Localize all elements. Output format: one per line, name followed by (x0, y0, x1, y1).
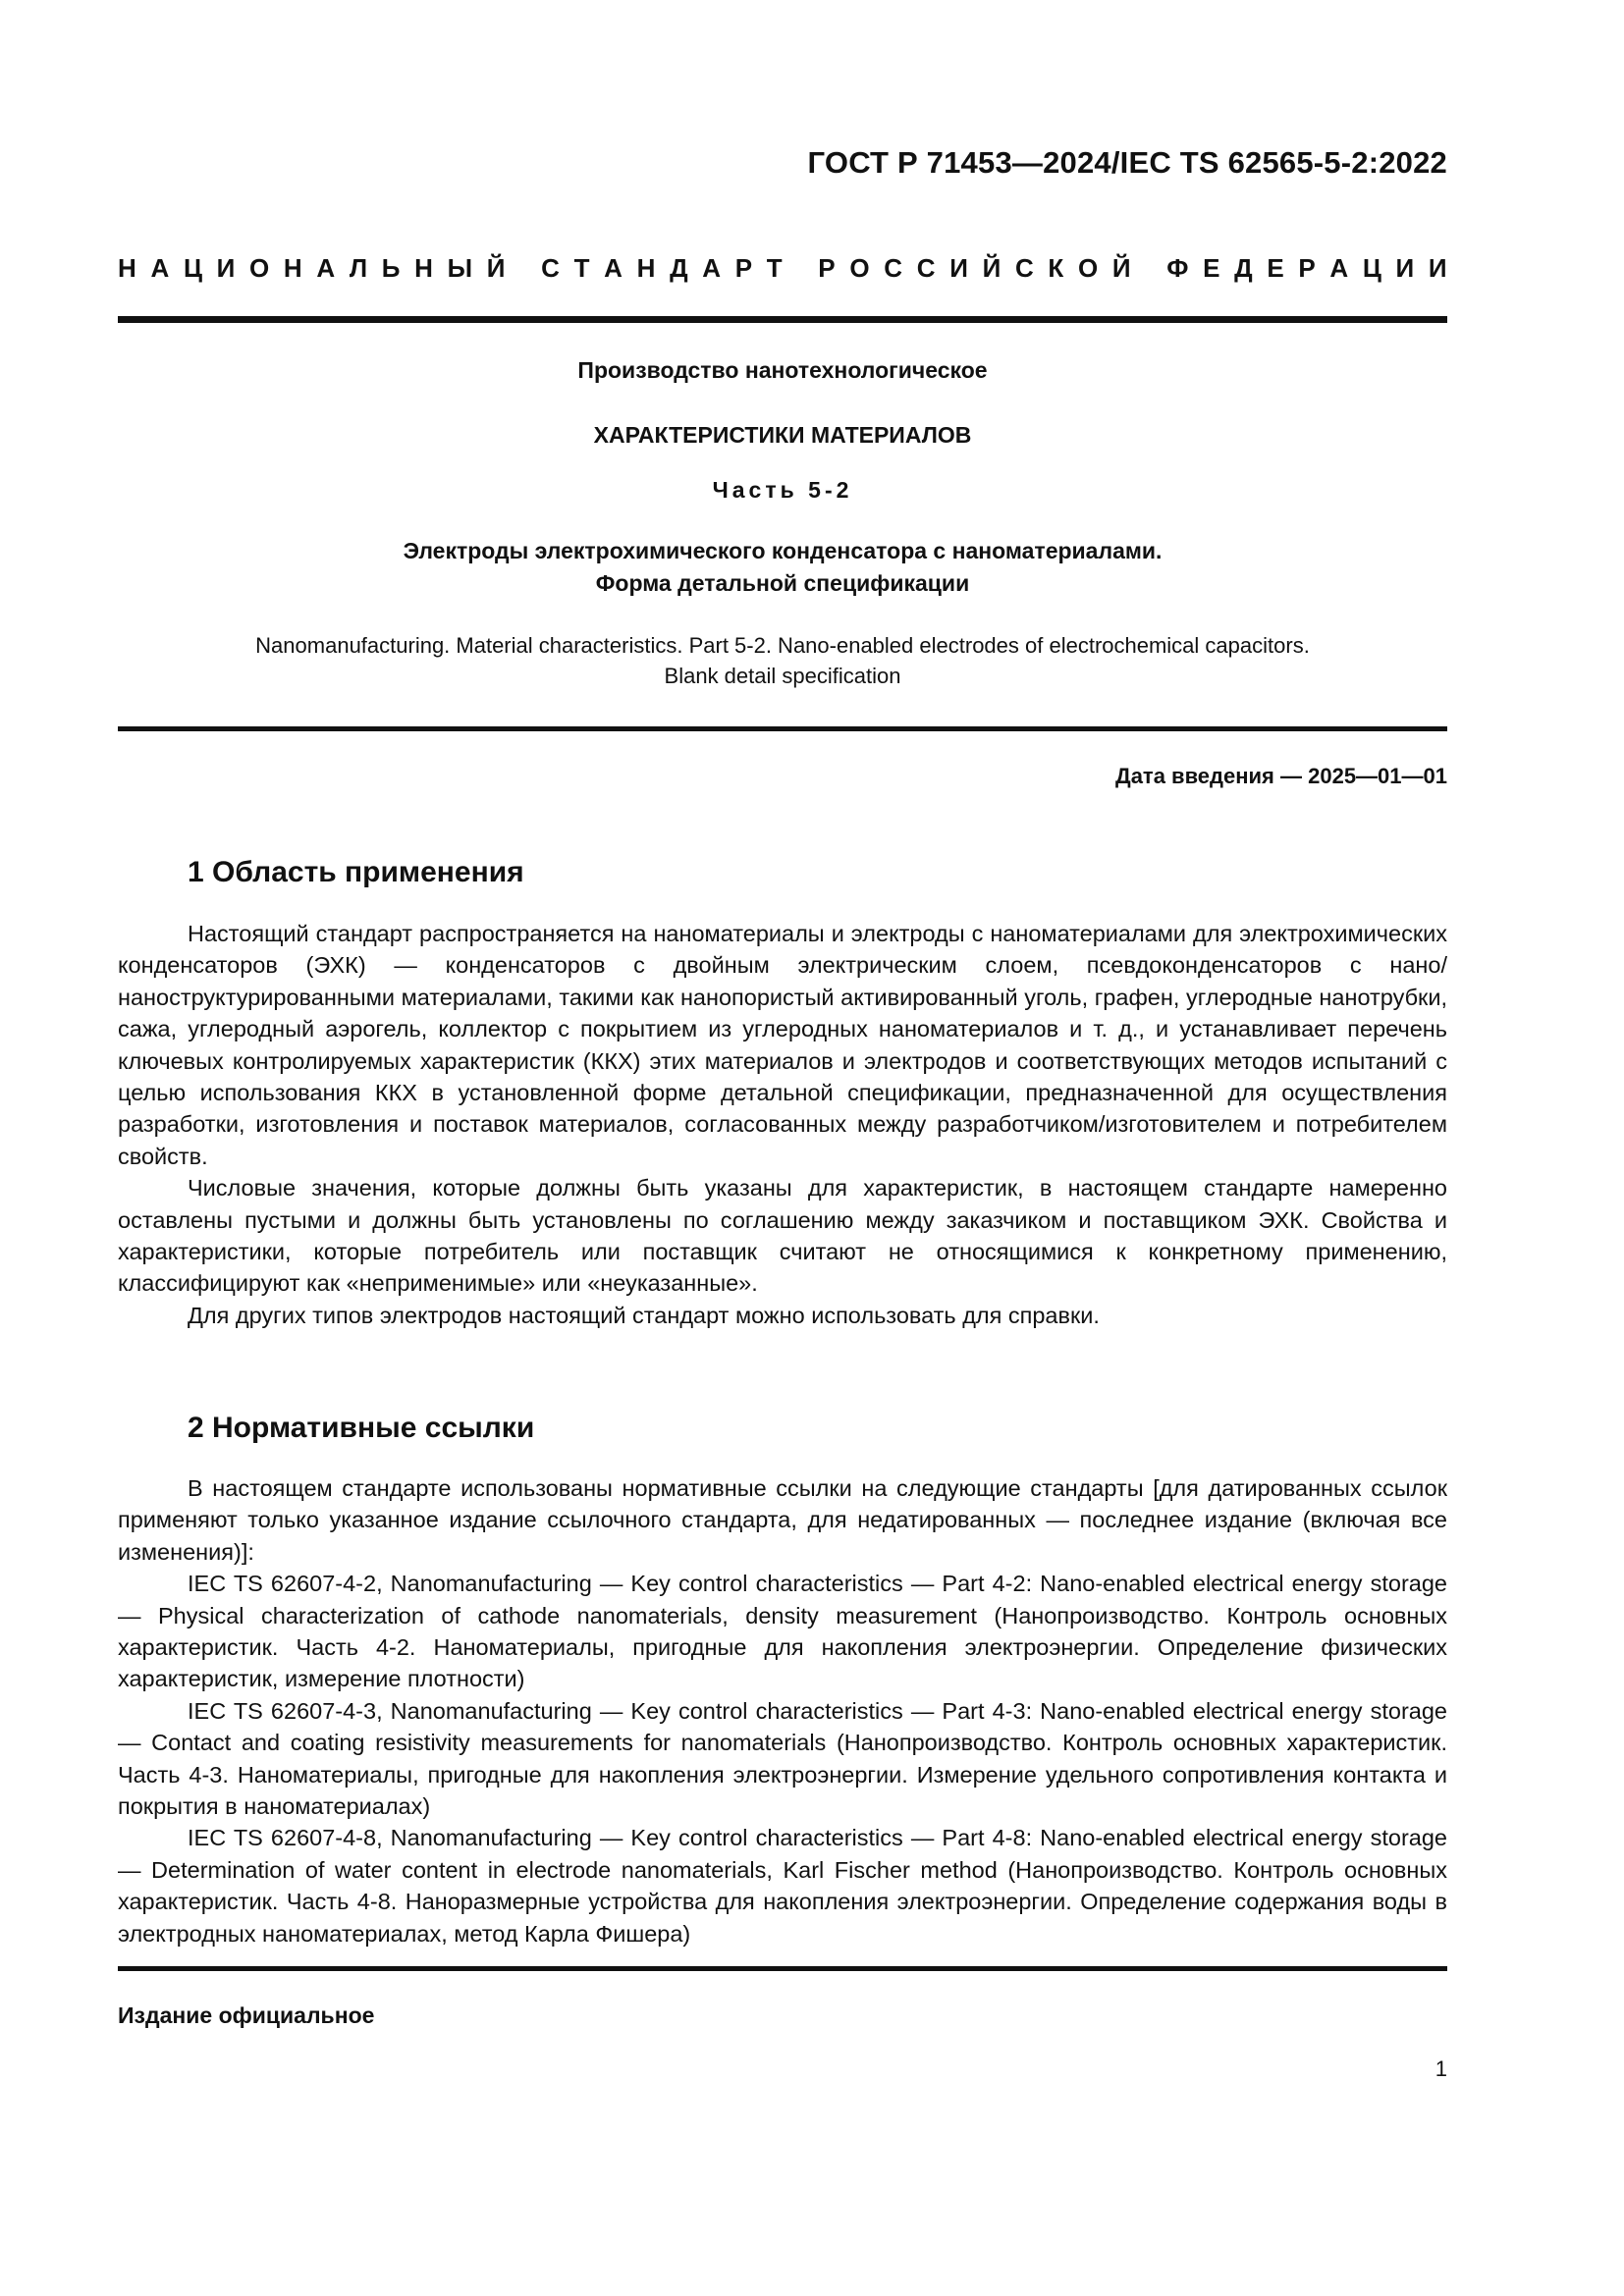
title-letter: О (249, 253, 270, 283)
title-letter: Р (734, 253, 753, 283)
title-letter: Р (818, 253, 836, 283)
title-letter: С (916, 253, 936, 283)
title-letter: С (1014, 253, 1034, 283)
subtitle-line-1: Электроды электрохимического конденсатора с наноматериалами. (403, 538, 1163, 563)
title-letter: С (884, 253, 903, 283)
title-letter: Т (766, 253, 783, 283)
document-page (118, 0, 1447, 2296)
title-letter: Ц (1362, 253, 1381, 283)
standard-number: ГОСТ Р 71453—2024/IEC TS 62565-5-2:2022 (807, 145, 1447, 180)
title-letter: Н (283, 253, 302, 283)
section-1-body (118, 918, 1447, 1331)
title-letter: Д (1234, 253, 1253, 283)
paragraph: В настоящем стандарте использованы нормативные ссылки на следующие стандарты [для датированных ссылок применяют только указанное издание ссылочного стандарта, для недатированных — последнее издание (включая все изменения)]: (118, 1475, 1447, 1565)
title-letter: Р (1298, 253, 1316, 283)
title-letter: Л (349, 253, 368, 283)
title-letter: Й (1111, 253, 1131, 283)
english-title (118, 630, 1447, 691)
english-title-line-1: Nanomanufacturing. Material characteristics. Part 5-2. Nano-enabled electrodes of electrochemical capacitors. (255, 633, 1310, 658)
title-letter: А (702, 253, 722, 283)
title-letter: Ы (447, 253, 473, 283)
title-rule (118, 726, 1447, 731)
title-letter: А (604, 253, 623, 283)
title-letter: О (1077, 253, 1099, 283)
paragraph: IEC TS 62607-4-8, Nanomanufacturing — Key control characteristics — Part 4-8: Nano-enabled electrical energy storage — Determination of water content in electrode nanomaterials, Karl Fischer method (Нанопроизводство. Контроль основных характеристик. Часть 4-8. Наноразмерные устройства для накопления электроэнергии. Определение содержания воды в электродных наноматериалах, метод Карла Фишера) (118, 1825, 1447, 1947)
section-2-body (118, 1472, 1447, 1949)
title-letter: Й (982, 253, 1001, 283)
title-letter: Е (1267, 253, 1284, 283)
page-number: 1 (1435, 2056, 1447, 2081)
title-letter: Ь (381, 253, 401, 283)
title-letter: Й (486, 253, 506, 283)
title-letter: С (541, 253, 560, 283)
title-letter: Е (1203, 253, 1220, 283)
title-subtitle (118, 535, 1447, 600)
title-letter: А (316, 253, 336, 283)
title-part: Часть 5-2 (712, 477, 853, 503)
title-letter (796, 253, 803, 284)
title-letter (1145, 253, 1152, 284)
subtitle-line-2: Форма детальной спецификации (595, 570, 970, 596)
title-letter: Н (118, 253, 136, 283)
title-letter: Ф (1166, 253, 1189, 283)
intro-date: Дата введения — 2025—01—01 (1115, 764, 1447, 788)
paragraph: Числовые значения, которые должны быть указаны для характеристик, в настоящем стандарте намеренно оставлены пустыми и должны быть установлены по соглашению между заказчиком и поставщиком ЭХК. Свойства и характеристики, которые потребитель или поставщик считают не относящимися к конкретному применению, классифицируют как «неприменимые» или «неуказанные». (118, 1175, 1447, 1297)
footer-rule (118, 1966, 1447, 1971)
title-letter: К (1048, 253, 1064, 283)
header-rule (118, 316, 1447, 323)
title-letter: А (150, 253, 170, 283)
title-letter: И (1395, 253, 1415, 283)
section-2-heading: 2 Нормативные ссылки (188, 1412, 535, 1444)
title-letter: Н (636, 253, 656, 283)
title-letter: Ц (183, 253, 202, 283)
title-letter: И (1428, 253, 1447, 283)
title-line-2: ХАРАКТЕРИСТИКИ МАТЕРИАЛОВ (593, 422, 972, 448)
paragraph: Настоящий стандарт распространяется на наноматериалы и электроды с наноматериалами для электрохимических конденсаторов (ЭХК) — конденсаторов с двойным электрическим слоем, псевдоконденсаторов с нано/наноструктурированными материалами, такими как нанопористый активированный уголь, графен, углеродные нанотрубки, сажа, углеродный аэрогель, коллектор с покрытием из углеродных наноматериалов и т. д., и устанавливает перечень ключевых контролируемых характеристик (ККХ) этих материалов и электродов и соответствующих методов испытаний с целью использования ККХ в установленной форме детальной спецификации, предназначенной для осуществления разработки, изготовления и поставок материалов, согласованных между разработчиком/изготовителем и потребителем свойств. (118, 921, 1447, 1169)
title-letter: А (1329, 253, 1349, 283)
english-title-line-2: Blank detail specification (664, 664, 901, 688)
title-letter (519, 253, 526, 284)
paragraph: IEC TS 62607-4-3, Nanomanufacturing — Key control characteristics — Part 4-3: Nano-enabled electrical energy storage — Contact and coating resistivity measurements for nanomaterials (Нанопроизводство. Контроль основных характеристик. Часть 4-3. Наноматериалы, пригодные для накопления электроэнергии. Измерение удельного сопротивления контакта и покрытия в наноматериалах) (118, 1697, 1447, 1820)
title-letter: И (949, 253, 968, 283)
edition-label: Издание официальное (118, 2002, 375, 2028)
title-letter: Д (670, 253, 688, 283)
national-standard-title (118, 253, 1447, 284)
paragraph: Для других типов электродов настоящий стандарт можно использовать для справки. (188, 1302, 1100, 1328)
title-letter: О (849, 253, 870, 283)
title-letter: Н (414, 253, 433, 283)
section-1-heading: 1 Область применения (188, 856, 524, 888)
title-letter: Т (573, 253, 590, 283)
title-letter: И (216, 253, 236, 283)
paragraph: IEC TS 62607-4-2, Nanomanufacturing — Key control characteristics — Part 4-2: Nano-enabled electrical energy storage — Physical characterization of cathode nanomaterials, density measurement (Нанопроизводство. Контроль основных характеристик. Часть 4-2. Наноматериалы, пригодные для накопления электроэнергии. Определение физических характеристик, измерение плотности) (118, 1571, 1447, 1692)
title-line-1: Производство нанотехнологическое (577, 357, 988, 383)
